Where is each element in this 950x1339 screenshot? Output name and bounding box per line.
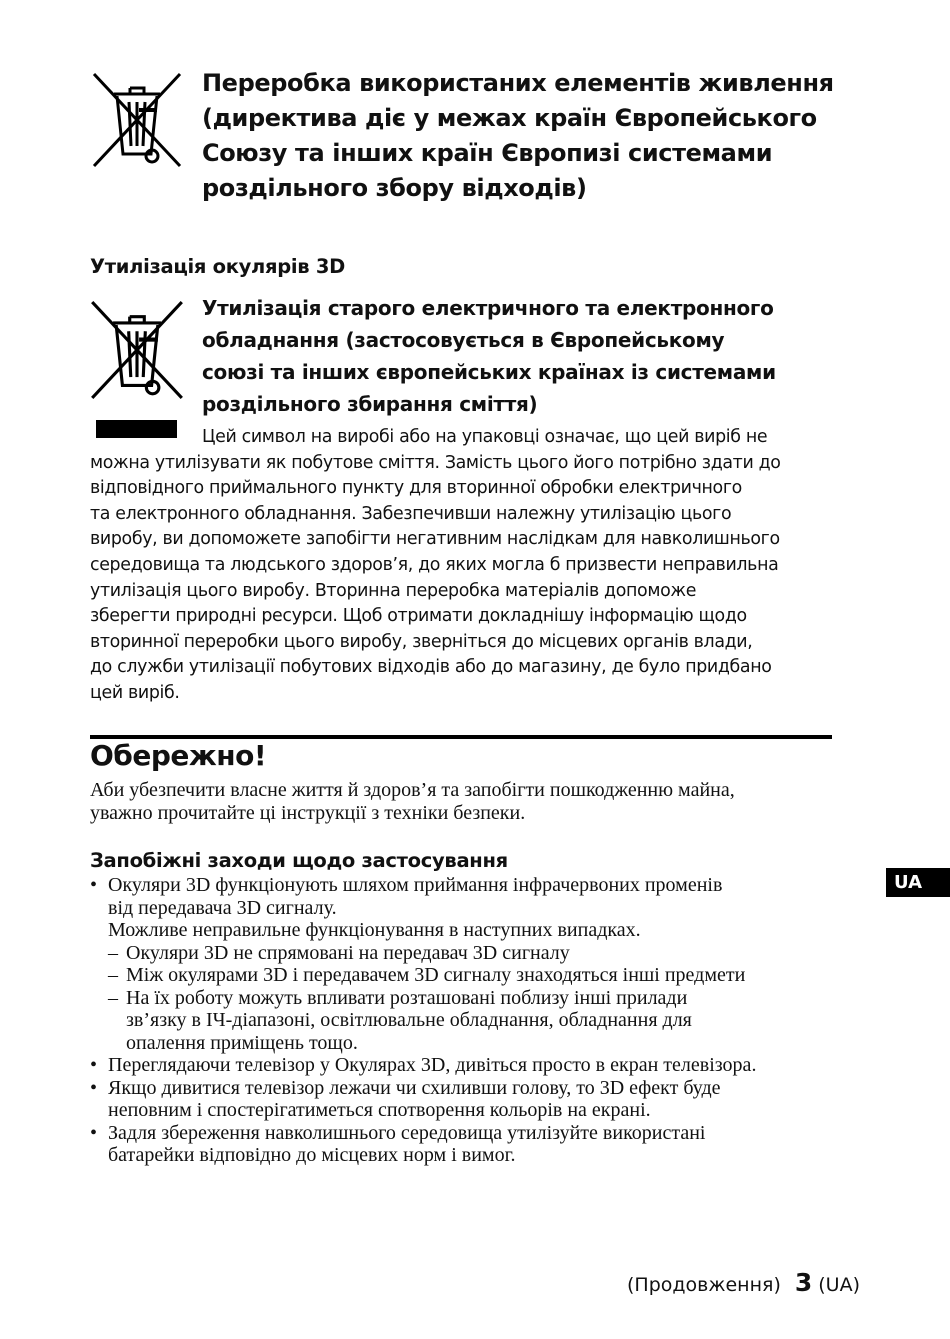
list-item <box>90 987 850 1010</box>
weee-body-text <box>90 425 850 707</box>
list-item-text: Між окулярами 3D і передавачем 3D сигналу знаходяться інші предмети <box>126 964 746 986</box>
list-item-text: Задля збереження навколишнього середовища утилізуйте використані <box>108 1121 706 1144</box>
body-line: виробу, ви допоможете запобігти негативним наслідкам для навколишнього <box>90 529 780 550</box>
precautions-list <box>90 874 850 1167</box>
title-line: Утилізація старого електричного та електронного <box>202 296 774 320</box>
list-item-text: Переглядаючи телевізор у Окулярах 3D, дивіться просто в екран телевізора. <box>108 1054 757 1076</box>
body-line: Цей символ на виробі або на упаковці означає, що цей виріб не <box>202 427 768 447</box>
list-item <box>90 1122 850 1145</box>
body-line: можна утилізувати як побутове сміття. Замість цього його потрібно здати до <box>90 452 781 473</box>
dash-marker: – <box>108 941 118 964</box>
list-item <box>90 1032 850 1055</box>
list-item <box>90 919 850 942</box>
precautions-heading: Запобіжні заходи щодо застосування <box>90 849 508 872</box>
body-line: та електронного обладнання. Забезпечивши належну утилізацію цього <box>90 503 732 524</box>
glasses-disposal-heading: Утилізація окулярів 3D <box>90 255 345 278</box>
list-item-text: батарейки відповідно до місцевих норм і вимог. <box>108 1144 516 1166</box>
list-item-text: Окуляри 3D не спрямовані на передавач 3D сигналу <box>126 941 570 964</box>
intro-line: уважно прочитайте ці інструкції з техніки безпеки. <box>90 801 526 824</box>
body-line: утилізація цього виробу. Вторинна переробка матеріалів допоможе <box>90 580 697 601</box>
body-line: вторинної переробки цього виробу, зверніться до місцевих органів влади, <box>90 631 753 652</box>
list-item-text: від передавача 3D сигналу. <box>108 896 337 919</box>
title-line: обладнання (застосовується в Європейському <box>202 328 725 352</box>
body-line: цей виріб. <box>90 682 180 703</box>
intro-line: Аби убезпечити власне життя й здоров’я та запобігти пошкодженню майна, <box>90 779 735 801</box>
body-line: відповідного приймального пункту для вторинної обробки електричного <box>90 478 742 499</box>
body-line: зберегти природні ресурси. Щоб отримати докладнішу інформацію щодо <box>90 606 747 627</box>
dash-marker: – <box>108 986 118 1009</box>
list-item-text: неповним і спостерігатиметься спотворення кольорів на екрані. <box>108 1099 651 1121</box>
page-footer <box>600 1268 860 1298</box>
title-line: роздільного збирання сміття) <box>202 392 538 416</box>
continued-label: (Продовження) <box>627 1274 781 1296</box>
body-line: середовища та людського здоров’я, до яких могла б призвести неправильна <box>90 554 779 575</box>
bullet-marker: • <box>90 1121 98 1144</box>
list-item <box>90 942 850 965</box>
list-item-text: Якщо дивитися телевізор лежачи чи схиливши голову, то 3D ефект буде <box>108 1076 721 1099</box>
list-item <box>90 964 850 987</box>
title-line: (директива діє у межах країн Європейського <box>202 104 817 132</box>
bullet-marker: • <box>90 1076 98 1099</box>
title-line: союзі та інших європейських країнах із системами <box>202 360 776 384</box>
list-item-text: зв’язку в ІЧ-діапазоні, освітлювальне обладнання, обладнання для <box>126 1009 692 1031</box>
crossed-out-wheelie-bin-icon <box>90 300 184 400</box>
caution-intro <box>90 779 850 824</box>
list-item-text: На їх роботу можуть впливати розташовані поблизу інші прилади <box>126 986 688 1009</box>
crossed-out-wheelie-bin-icon <box>92 72 182 168</box>
list-item <box>90 1144 850 1167</box>
weee-title <box>202 292 842 420</box>
title-line: Союзу та інших країн Європизі системами <box>202 139 773 167</box>
bullet-marker: • <box>90 1054 98 1076</box>
body-line: до служби утилізації побутових відходів або до магазину, де було придбано <box>90 657 772 678</box>
title-line: роздільного збору відходів) <box>202 174 587 202</box>
battery-recycling-title <box>202 66 862 206</box>
list-item-text: Можливе неправильне функціонування в наступних випадках. <box>108 919 641 941</box>
list-item <box>90 1054 850 1077</box>
list-item <box>90 1077 850 1100</box>
bullet-marker: • <box>90 874 98 896</box>
list-item <box>90 874 850 897</box>
list-item <box>90 897 850 920</box>
dash-marker: – <box>108 964 118 986</box>
caution-title: Обережно! <box>90 739 267 772</box>
list-item-text: Окуляри 3D функціонують шляхом приймання інфрачервоних променів <box>108 874 723 896</box>
language-tab: UA <box>886 868 950 897</box>
list-item <box>90 1009 850 1032</box>
page-number: 3 <box>794 1268 813 1297</box>
list-item-text: опалення приміщень тощо. <box>126 1031 358 1054</box>
list-item <box>90 1099 850 1122</box>
page-suffix: (UA) <box>818 1274 860 1296</box>
title-line: Переробка використаних елементів живлення <box>202 69 834 97</box>
